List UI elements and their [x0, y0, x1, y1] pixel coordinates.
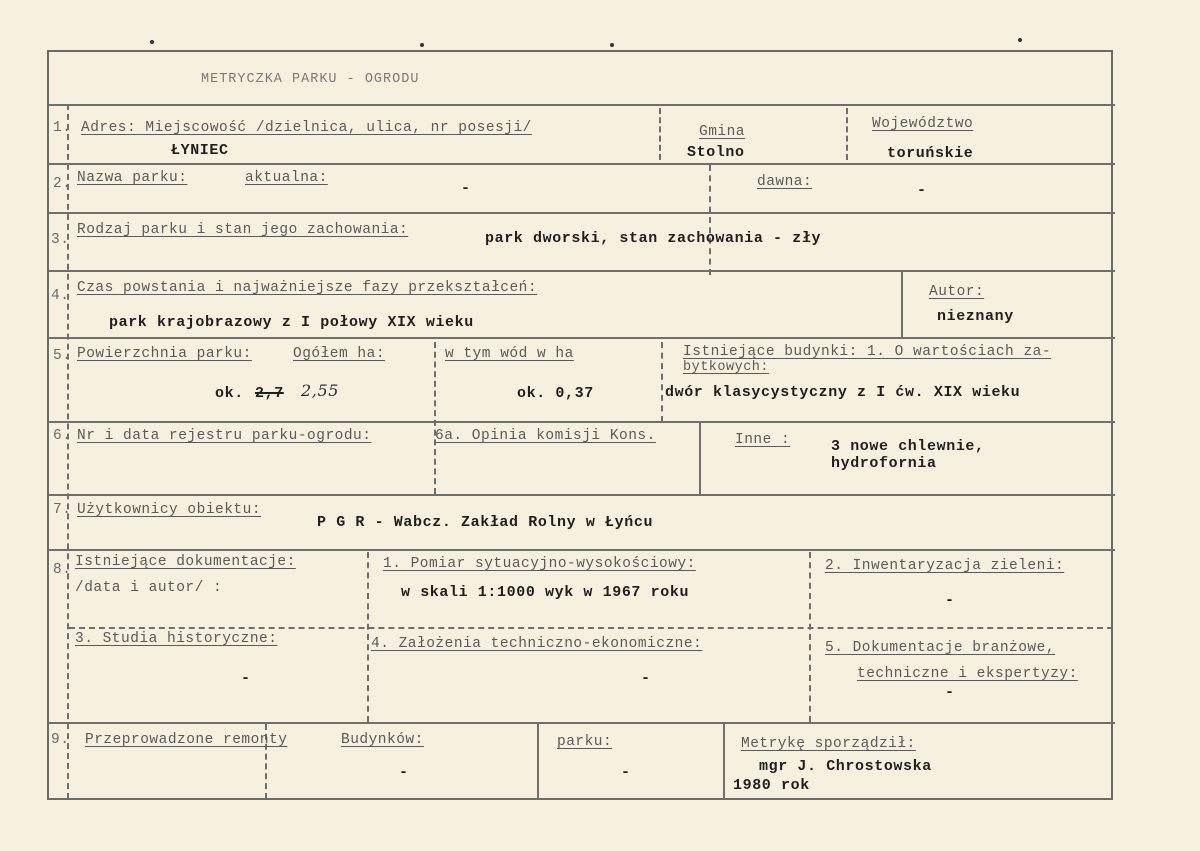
- greenery-label: 2. Inwentaryzacja zieleni:: [825, 558, 1065, 574]
- row-number: 3.: [51, 232, 70, 248]
- historical-studies-label: 3. Studia historyczne:: [75, 631, 278, 647]
- registry-label: Nr i data rejestru parku-ogrodu:: [77, 428, 372, 444]
- users-label: Użytkownicy obiektu:: [77, 502, 262, 518]
- history-value: park krajobrazowy z I połowy XIX wieku: [109, 314, 474, 331]
- total-area-struck-value: 2,7: [255, 385, 284, 402]
- technical-assumptions-value: -: [641, 670, 651, 687]
- speck-mark: [1018, 38, 1022, 42]
- park-record-form: [47, 50, 1113, 800]
- other-value-line-2: hydrofornia: [831, 455, 937, 472]
- row-divider: [49, 421, 1115, 423]
- park-name-label: Nazwa parku:: [77, 170, 188, 186]
- documentation-sublabel: /data i autor/ :: [75, 580, 223, 596]
- current-name-label: aktualna:: [245, 170, 328, 186]
- cell-divider: [809, 552, 811, 722]
- former-name-value: -: [917, 182, 927, 199]
- former-name-label: dawna:: [757, 174, 813, 190]
- row-number: 1.: [53, 120, 72, 136]
- park-repairs-value: -: [621, 764, 631, 781]
- row-divider: [49, 163, 1115, 165]
- cell-divider: [709, 165, 711, 275]
- voivodeship-label: Województwo: [872, 116, 974, 132]
- total-area-label: Ogółem ha:: [293, 346, 386, 362]
- row-divider: [49, 104, 1115, 106]
- speck-mark: [420, 43, 424, 47]
- users-value: P G R - Wabcz. Zakład Rolny w Łyńcu: [317, 514, 654, 531]
- cell-divider: [537, 724, 539, 799]
- speck-mark: [150, 40, 154, 44]
- prepared-by-label: Metrykę sporządził:: [741, 736, 916, 752]
- cell-divider: [846, 108, 848, 160]
- documentation-label: Istniejące dokumentacje:: [75, 554, 296, 570]
- total-area-handwritten-value: 2,55: [301, 381, 340, 400]
- buildings-label: Istniejące budynki: 1. O wartościach za-: [683, 344, 1052, 360]
- row-number: 4.: [51, 288, 70, 304]
- repairs-label: Przeprowadzone remonty: [85, 732, 288, 748]
- technical-assumptions-label: 4. Założenia techniczno-ekonomiczne:: [371, 636, 703, 652]
- row-number: 8.: [53, 562, 72, 578]
- row-number: 9.: [51, 732, 70, 748]
- author-label: Autor:: [929, 284, 985, 300]
- gmina-label: Gmina: [699, 124, 746, 140]
- cell-divider: [901, 272, 903, 337]
- row-number: 6.: [53, 428, 72, 444]
- row-number: 7.: [53, 502, 72, 518]
- author-value: nieznany: [937, 308, 1014, 325]
- total-area-prefix: ok.: [215, 385, 244, 402]
- row-divider: [49, 212, 1115, 214]
- row-divider: [49, 337, 1115, 339]
- cell-divider: [659, 108, 661, 160]
- buildings-label-continued: bytkowych:: [683, 360, 770, 375]
- row-divider: [49, 270, 1115, 272]
- cell-divider: [367, 552, 369, 722]
- row-divider: [69, 627, 1113, 629]
- cell-divider: [699, 423, 701, 494]
- other-label: Inne :: [735, 432, 791, 448]
- historical-studies-value: -: [241, 670, 251, 687]
- voivodeship-value: toruńskie: [887, 145, 974, 162]
- address-value: ŁYNIEC: [171, 142, 229, 159]
- buildings-repairs-value: -: [399, 764, 409, 781]
- buildings-value: dwór klasycystyczny z I ćw. XIX wieku: [665, 384, 1021, 401]
- cell-divider: [434, 342, 436, 494]
- branch-docs-value: -: [945, 684, 955, 701]
- area-label: Powierzchnia parku:: [77, 346, 252, 362]
- cell-divider: [661, 342, 663, 422]
- branch-docs-label-continued: techniczne i ekspertyzy:: [857, 666, 1078, 682]
- row-divider: [49, 494, 1115, 496]
- row-divider: [49, 549, 1115, 551]
- cell-divider: [723, 724, 725, 799]
- history-label: Czas powstania i najważniejsze fazy przekształceń:: [77, 280, 538, 296]
- number-column-divider: [67, 104, 69, 799]
- other-value-line-1: 3 nowe chlewnie,: [831, 438, 985, 455]
- row-divider: [49, 722, 1115, 724]
- speck-mark: [610, 43, 614, 47]
- prepared-by-name: mgr J. Chrostowska: [759, 758, 932, 775]
- prepared-by-year: 1980 rok: [733, 777, 810, 794]
- greenery-value: -: [945, 592, 955, 609]
- branch-docs-label: 5. Dokumentacje branżowe,: [825, 640, 1056, 656]
- row-number: 2.: [53, 176, 72, 192]
- row-number: 5.: [53, 348, 72, 364]
- gmina-value: Stolno: [687, 144, 745, 161]
- opinion-label: 6a. Opinia komisji Kons.: [435, 428, 656, 444]
- water-area-label: w tym wód w ha: [445, 346, 574, 362]
- current-name-value: -: [461, 180, 471, 197]
- buildings-repairs-label: Budynków:: [341, 732, 424, 748]
- form-title: METRYCZKA PARKU - OGRODU: [201, 72, 420, 87]
- water-area-value: ok. 0,37: [517, 385, 594, 402]
- park-repairs-label: parku:: [557, 734, 613, 750]
- park-type-value: park dworski, stan zachowania - zły: [485, 230, 822, 247]
- address-label: Adres: Miejscowość /dzielnica, ulica, nr posesji/: [81, 120, 532, 136]
- park-type-label: Rodzaj parku i stan jego zachowania:: [77, 222, 409, 238]
- survey-value: w skali 1:1000 wyk w 1967 roku: [401, 584, 690, 601]
- survey-label: 1. Pomiar sytuacyjno-wysokościowy:: [383, 556, 696, 572]
